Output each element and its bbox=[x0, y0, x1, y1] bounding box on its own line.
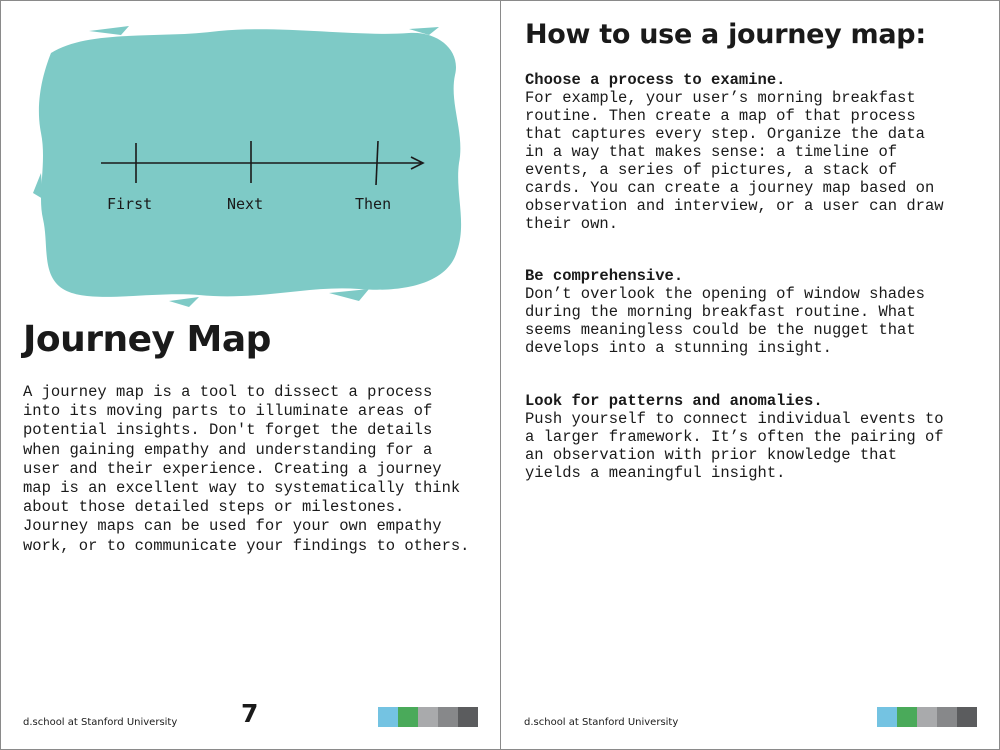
timeline-label-next: Next bbox=[227, 195, 264, 213]
swatch-blue bbox=[877, 707, 897, 727]
swatch-light-gray bbox=[917, 707, 937, 727]
section-body: Don’t overlook the opening of window shades during the morning breakfast routine. What seems meaningless could be the nugget that develops into a stunning insight. bbox=[525, 285, 925, 357]
swatch-green bbox=[897, 707, 917, 727]
swatch-mid-gray bbox=[438, 707, 458, 727]
section-patterns-anomalies bbox=[525, 392, 945, 482]
section-heading: Be comprehensive. bbox=[525, 267, 684, 285]
section-body: Push yourself to connect individual events to a larger framework. It’s often the pairing of an observation with prior knowledge that yields a meaningful insight. bbox=[525, 410, 944, 482]
left-page bbox=[1, 1, 500, 749]
page-number: 7 bbox=[241, 699, 259, 728]
section-choose-process bbox=[525, 71, 945, 233]
section-heading: Choose a process to examine. bbox=[525, 71, 786, 89]
how-to-title: How to use a journey map: bbox=[525, 19, 926, 50]
right-page bbox=[501, 1, 999, 749]
section-be-comprehensive bbox=[525, 267, 945, 357]
page-title: Journey Map bbox=[23, 319, 271, 360]
section-body: For example, your user’s morning breakfast routine. Then create a map of that process that captures every step. Organize the data in a way that makes sense: a timeline of events, a series of pictures, a stack of cards. You can create a journey map based on observation and interview, or a user can draw their own. bbox=[525, 89, 944, 233]
footer-publisher: d.school at Stanford University bbox=[524, 717, 679, 728]
swatch-light-gray bbox=[418, 707, 438, 727]
swatch-dark-gray bbox=[458, 707, 478, 727]
journey-map-diagram bbox=[29, 23, 469, 309]
color-swatch-bar bbox=[378, 707, 478, 727]
swatch-green bbox=[398, 707, 418, 727]
intro-paragraph: A journey map is a tool to dissect a process into its moving parts to illuminate areas of potential insights. Don't forget the details when gaining empathy and understanding for a user and their experience. Creating a journey map is an excellent way to systematically think about those detailed steps or milestones. Journey maps can be used for your own empathy work, or to communicate your findings to others. bbox=[23, 383, 470, 555]
swatch-blue bbox=[378, 707, 398, 727]
swatch-mid-gray bbox=[937, 707, 957, 727]
timeline-label-first: First bbox=[107, 195, 153, 213]
section-heading: Look for patterns and anomalies. bbox=[525, 392, 823, 410]
color-swatch-bar bbox=[877, 707, 977, 727]
journey-map-illustration bbox=[29, 23, 469, 309]
footer-publisher: d.school at Stanford University bbox=[23, 717, 178, 728]
timeline-label-then: Then bbox=[355, 195, 392, 213]
swatch-dark-gray bbox=[957, 707, 977, 727]
